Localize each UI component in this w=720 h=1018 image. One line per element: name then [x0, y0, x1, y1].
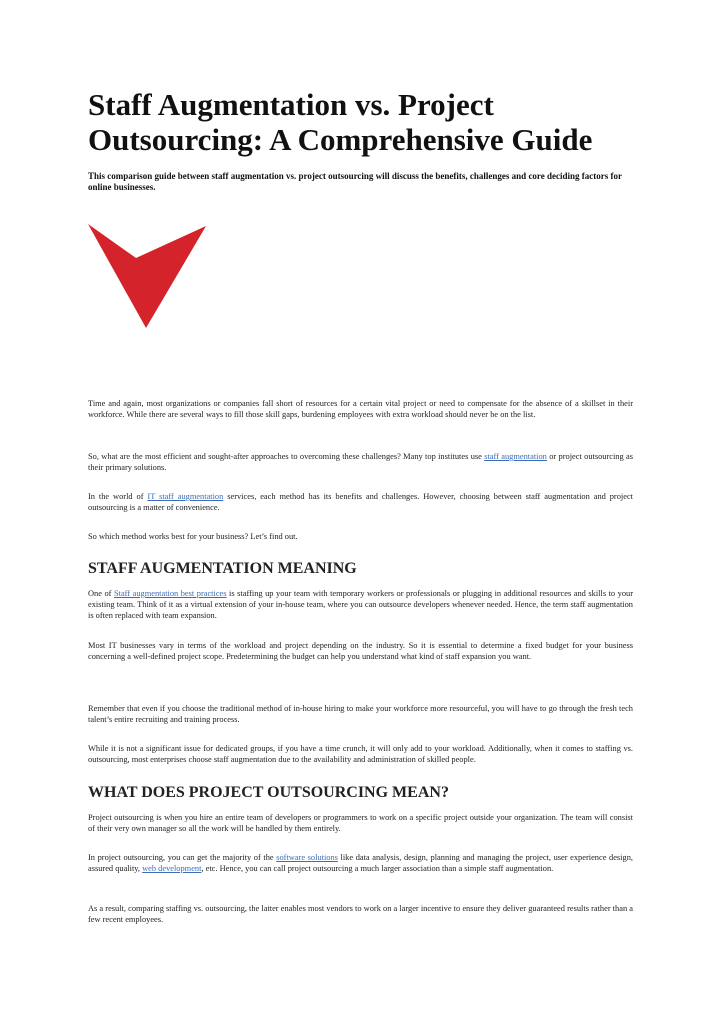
staff-augmentation-best-practices-link[interactable]: Staff augmentation best practices	[113, 589, 227, 598]
section2-paragraph-3: As a result, comparing staffing vs. outsourcing, the latter enables most vendors to work on a larger incentive to ensure they deliver guaranteed results rather than a few recent employees.	[88, 904, 633, 924]
software-solutions-link[interactable]: software solutions	[276, 853, 338, 862]
section1-paragraph-1: One of Staff augmentation best practices is staffing up your team with temporary workers or professionals or plugging in additional resources and skills to your existing team. Think of it as a virtual extension of your in-house team, where you can outsource developers whenever needed. Hence, the term staff augmentation is often replaced with team expansion.	[88, 589, 633, 620]
web-development-link[interactable]: web development	[142, 864, 202, 873]
section2-paragraph-1: Project outsourcing is when you hire an entire team of developers or programmers to work on a specific project outside your organization. The team will consist of their very own manager so all the work will be handled by them entirely.	[88, 813, 633, 833]
section2-paragraph-2: In project outsourcing, you can get the majority of the software solutions like data analysis, design, planning and managing the project, user experience design, assured quality, web development, etc. Hence, you can call project outsourcing a much larger association than a simple staff augmentation.	[88, 853, 633, 873]
intro-paragraph-4: So which method works best for your business? Let’s find out.	[88, 532, 298, 541]
staff-augmentation-link[interactable]: staff augmentation	[484, 452, 547, 461]
section1-paragraph-4: While it is not a significant issue for dedicated groups, if you have a time crunch, it will only add to your workload. Additionally, when it comes to staffing vs. outsourcing, most enterprises choose staff augmentation due to the availability and administration of skilled people.	[88, 744, 633, 764]
it-staff-augmentation-link[interactable]: IT staff augmentation	[147, 492, 224, 501]
intro-paragraph-2: So, what are the most efficient and sought-after approaches to overcoming these challenges? Many top institutes use staff augmentation or project outsourcing as their primary solutions.	[88, 452, 633, 472]
section-heading-staff-augmentation: STAFF AUGMENTATION MEANING	[88, 560, 357, 577]
subtitle: This comparison guide between staff augmentation vs. project outsourcing will discuss the benefits, challenges and core deciding factors for online businesses.	[88, 171, 622, 192]
intro-paragraph-3: In the world of IT staff augmentation services, each method has its benefits and challenges. However, choosing between staff augmentation and project outsourcing is a matter of convenience.	[88, 492, 633, 512]
page-title: Staff Augmentation vs. Project Outsourcing: A Comprehensive Guide	[88, 87, 593, 157]
section-heading-project-outsourcing: WHAT DOES PROJECT OUTSOURCING MEAN?	[88, 784, 449, 801]
section1-paragraph-3: Remember that even if you choose the traditional method of in-house hiring to make your workforce more resourceful, you will have to go through the fresh tech talent’s entire recruiting and training process.	[88, 704, 633, 724]
red-arrow-logo-icon	[86, 222, 208, 332]
intro-paragraph-1: Time and again, most organizations or companies fall short of resources for a certain vital project or need to compensate for the absence of a skillset in their workforce. While there are several ways to fill those skill gaps, burdening employees with extra workload should never be on the list.	[88, 399, 633, 419]
section1-paragraph-2: Most IT businesses vary in terms of the workload and project depending on the industry. So it is essential to determine a fixed budget for your business concerning a well-defined project scope. Predetermining the budget can help you understand what kind of staff expansion you want.	[88, 641, 633, 661]
